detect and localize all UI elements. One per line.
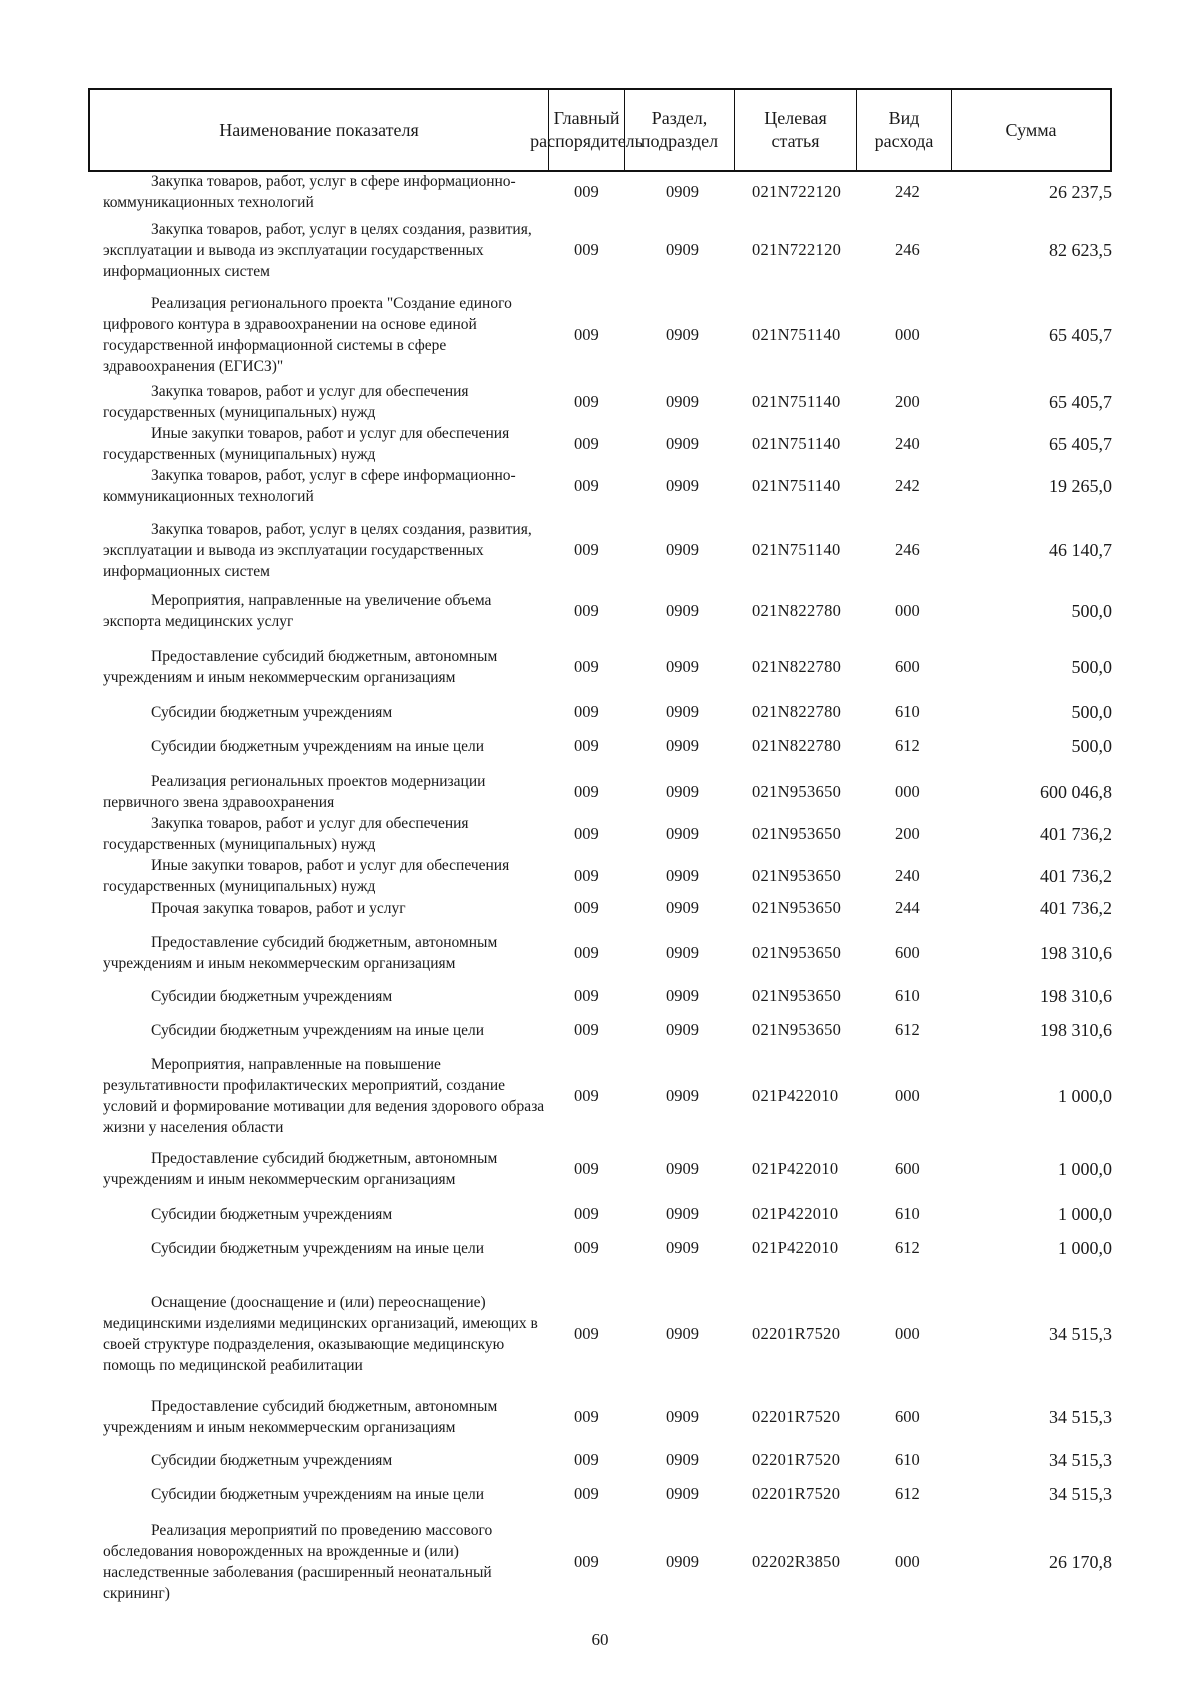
table-row bbox=[0, 1474, 1200, 1514]
cell-glav: 009 bbox=[574, 943, 599, 962]
cell-summa: 1 000,0 bbox=[1058, 1203, 1112, 1224]
row-name-text: Реализация мероприятий по проведению массового обследования новорожденных на врожденные и (или) наследственные заболевания (расширенный неонатальный скрининг) bbox=[103, 1522, 493, 1602]
cell-glav: 009 bbox=[574, 1238, 599, 1257]
cell-vid: 244 bbox=[895, 898, 920, 917]
table-row bbox=[0, 1286, 1200, 1382]
cell-celevaya: 021N953650 bbox=[752, 986, 842, 1005]
cell-razdel: 0909 bbox=[666, 540, 699, 559]
row-name bbox=[103, 1228, 547, 1268]
row-name-text: Закупка товаров, работ, услуг в целях создания, развития, эксплуатации и вывода из эксплуатации государственных информационных систем bbox=[103, 520, 532, 580]
cell-vid: 600 bbox=[895, 943, 920, 962]
cell-glav: 009 bbox=[574, 434, 599, 453]
table-row bbox=[0, 814, 1200, 854]
table-row bbox=[0, 856, 1200, 896]
header-razdel: Раздел, подраздел bbox=[625, 90, 735, 170]
cell-summa: 34 515,3 bbox=[1049, 1483, 1112, 1504]
cell-summa: 46 140,7 bbox=[1049, 539, 1112, 560]
cell-vid: 242 bbox=[895, 476, 920, 495]
cell-razdel: 0909 bbox=[666, 1204, 699, 1223]
row-name-text: Мероприятия, направленные на увеличение объема экспорта медицинских услуг bbox=[103, 592, 492, 630]
row-name bbox=[103, 1010, 547, 1050]
row-name bbox=[103, 700, 547, 724]
cell-vid: 246 bbox=[895, 240, 920, 259]
cell-summa: 34 515,3 bbox=[1049, 1449, 1112, 1470]
cell-razdel: 0909 bbox=[666, 1450, 699, 1469]
cell-glav: 009 bbox=[574, 182, 599, 201]
cell-razdel: 0909 bbox=[666, 1159, 699, 1178]
cell-summa: 65 405,7 bbox=[1049, 391, 1112, 412]
cell-celevaya: 021N722120 bbox=[752, 182, 842, 201]
page-number: 60 bbox=[591, 1630, 609, 1649]
cell-razdel: 0909 bbox=[666, 702, 699, 721]
cell-vid: 000 bbox=[895, 1324, 920, 1343]
row-name-text: Субсидии бюджетным учреждениям bbox=[151, 1451, 393, 1469]
row-name bbox=[103, 1286, 547, 1382]
cell-vid: 612 bbox=[895, 1484, 920, 1503]
cell-razdel: 0909 bbox=[666, 1552, 699, 1571]
cell-summa: 500,0 bbox=[1071, 600, 1112, 621]
row-name-text: Закупка товаров, работ и услуг для обеспечения государственных (муниципальных) нужд bbox=[103, 383, 469, 421]
cell-glav: 009 bbox=[574, 986, 599, 1005]
cell-vid: 200 bbox=[895, 824, 920, 843]
cell-celevaya: 021N751140 bbox=[752, 476, 841, 495]
cell-vid: 600 bbox=[895, 657, 920, 676]
cell-glav: 009 bbox=[574, 325, 599, 344]
cell-razdel: 0909 bbox=[666, 1324, 699, 1343]
row-name-text: Закупка товаров, работ, услуг в сфере информационно-коммуникационных технологий bbox=[103, 173, 516, 211]
cell-celevaya: 021P422010 bbox=[752, 1086, 839, 1105]
row-name bbox=[103, 1054, 547, 1138]
row-name-text: Мероприятия, направленные на повышение результативности профилактических мероприятий, создание условий и формирование мотивации для ведения здорового образа жизни у населения области bbox=[103, 1056, 545, 1136]
cell-summa: 401 736,2 bbox=[1040, 897, 1112, 918]
row-name bbox=[103, 214, 547, 286]
row-name-text: Закупка товаров, работ и услуг для обеспечения государственных (муниципальных) нужд bbox=[103, 815, 469, 853]
row-name-text: Иные закупки товаров, работ и услуг для обеспечения государственных (муниципальных) нужд bbox=[103, 857, 510, 895]
cell-vid: 242 bbox=[895, 182, 920, 201]
cell-celevaya: 021P422010 bbox=[752, 1204, 839, 1223]
cell-razdel: 0909 bbox=[666, 782, 699, 801]
cell-vid: 610 bbox=[895, 986, 920, 1005]
cell-summa: 600 046,8 bbox=[1040, 781, 1112, 802]
cell-glav: 009 bbox=[574, 657, 599, 676]
row-name-text: Реализация региональных проектов модернизации первичного звена здравоохранения bbox=[103, 773, 486, 811]
cell-celevaya: 021N722120 bbox=[752, 240, 842, 259]
cell-vid: 000 bbox=[895, 1086, 920, 1105]
cell-razdel: 0909 bbox=[666, 325, 699, 344]
cell-razdel: 0909 bbox=[666, 182, 699, 201]
row-name-text: Закупка товаров, работ, услуг в сфере информационно-коммуникационных технологий bbox=[103, 467, 516, 505]
cell-celevaya: 02201R7520 bbox=[752, 1407, 841, 1426]
cell-vid: 200 bbox=[895, 392, 920, 411]
cell-glav: 009 bbox=[574, 702, 599, 721]
table-row bbox=[0, 1228, 1200, 1268]
table-row bbox=[0, 726, 1200, 766]
cell-celevaya: 02202R3850 bbox=[752, 1552, 841, 1571]
cell-summa: 401 736,2 bbox=[1040, 823, 1112, 844]
table-row bbox=[0, 700, 1200, 724]
cell-celevaya: 021N751140 bbox=[752, 392, 841, 411]
table-row bbox=[0, 1054, 1200, 1138]
cell-celevaya: 021N822780 bbox=[752, 736, 842, 755]
cell-summa: 1 000,0 bbox=[1058, 1085, 1112, 1106]
cell-razdel: 0909 bbox=[666, 898, 699, 917]
cell-celevaya: 021N953650 bbox=[752, 1020, 842, 1039]
row-name-text: Субсидии бюджетным учреждениям на иные цели bbox=[151, 1239, 485, 1257]
cell-razdel: 0909 bbox=[666, 392, 699, 411]
row-name bbox=[103, 1138, 547, 1200]
cell-vid: 600 bbox=[895, 1407, 920, 1426]
table-row bbox=[0, 772, 1200, 812]
cell-celevaya: 021N822780 bbox=[752, 702, 842, 721]
table-row bbox=[0, 290, 1200, 380]
cell-razdel: 0909 bbox=[666, 1484, 699, 1503]
row-name bbox=[103, 1202, 547, 1226]
cell-razdel: 0909 bbox=[666, 1086, 699, 1105]
table-row bbox=[0, 424, 1200, 464]
cell-vid: 000 bbox=[895, 601, 920, 620]
cell-vid: 610 bbox=[895, 1204, 920, 1223]
table-row bbox=[0, 1138, 1200, 1200]
cell-vid: 600 bbox=[895, 1159, 920, 1178]
cell-glav: 009 bbox=[574, 1484, 599, 1503]
table-row bbox=[0, 172, 1200, 212]
row-name bbox=[103, 1520, 547, 1604]
cell-glav: 009 bbox=[574, 1086, 599, 1105]
cell-celevaya: 021N953650 bbox=[752, 943, 842, 962]
row-name-text: Закупка товаров, работ, услуг в целях создания, развития, эксплуатации и вывода из эксплуатации государственных информационных систем bbox=[103, 220, 532, 280]
row-name bbox=[103, 636, 547, 698]
table-row bbox=[0, 1448, 1200, 1472]
row-name bbox=[103, 1386, 547, 1448]
row-name bbox=[103, 896, 547, 920]
cell-celevaya: 021N953650 bbox=[752, 866, 842, 885]
table-row bbox=[0, 896, 1200, 920]
row-name-text: Субсидии бюджетным учреждениям на иные цели bbox=[151, 737, 485, 755]
cell-vid: 240 bbox=[895, 434, 920, 453]
cell-celevaya: 021P422010 bbox=[752, 1238, 839, 1257]
row-name-text: Реализация регионального проекта "Создание единого цифрового контура в здравоохранении на основе единой государственной информационной системы в сфере здравоохранения (ЕГИСЗ)" bbox=[103, 295, 512, 375]
cell-razdel: 0909 bbox=[666, 943, 699, 962]
row-name bbox=[103, 922, 547, 984]
cell-glav: 009 bbox=[574, 866, 599, 885]
cell-summa: 26 170,8 bbox=[1049, 1551, 1112, 1572]
cell-vid: 612 bbox=[895, 736, 920, 755]
cell-glav: 009 bbox=[574, 898, 599, 917]
cell-razdel: 0909 bbox=[666, 476, 699, 495]
cell-glav: 009 bbox=[574, 736, 599, 755]
row-name bbox=[103, 1474, 547, 1514]
cell-summa: 198 310,6 bbox=[1040, 942, 1112, 963]
cell-glav: 009 bbox=[574, 1159, 599, 1178]
cell-summa: 401 736,2 bbox=[1040, 865, 1112, 886]
cell-celevaya: 021N822780 bbox=[752, 601, 842, 620]
cell-summa: 500,0 bbox=[1071, 656, 1112, 677]
cell-glav: 009 bbox=[574, 601, 599, 620]
row-name-text: Субсидии бюджетным учреждениям bbox=[151, 1205, 393, 1223]
row-name-text: Прочая закупка товаров, работ и услуг bbox=[151, 899, 406, 917]
cell-summa: 34 515,3 bbox=[1049, 1406, 1112, 1427]
cell-glav: 009 bbox=[574, 1450, 599, 1469]
cell-glav: 009 bbox=[574, 1204, 599, 1223]
table-row bbox=[0, 1010, 1200, 1050]
row-name-text: Предоставление субсидий бюджетным, автономным учреждениям и иным некоммерческим организациям bbox=[103, 1398, 498, 1436]
header-name: Наименование показателя bbox=[90, 90, 549, 170]
row-name bbox=[103, 382, 547, 422]
cell-summa: 65 405,7 bbox=[1049, 433, 1112, 454]
header-glav: Главный распорядитель bbox=[549, 90, 625, 170]
cell-razdel: 0909 bbox=[666, 1020, 699, 1039]
cell-celevaya: 021N751140 bbox=[752, 540, 841, 559]
row-name bbox=[103, 466, 547, 506]
cell-razdel: 0909 bbox=[666, 240, 699, 259]
cell-celevaya: 02201R7520 bbox=[752, 1450, 841, 1469]
cell-summa: 198 310,6 bbox=[1040, 1019, 1112, 1040]
cell-razdel: 0909 bbox=[666, 736, 699, 755]
table-row bbox=[0, 922, 1200, 984]
cell-summa: 500,0 bbox=[1071, 701, 1112, 722]
cell-razdel: 0909 bbox=[666, 434, 699, 453]
table-row bbox=[0, 382, 1200, 422]
cell-glav: 009 bbox=[574, 782, 599, 801]
table-row bbox=[0, 590, 1200, 632]
cell-summa: 198 310,6 bbox=[1040, 985, 1112, 1006]
row-name bbox=[103, 514, 547, 586]
row-name-text: Субсидии бюджетным учреждениям на иные цели bbox=[151, 1485, 485, 1503]
cell-razdel: 0909 bbox=[666, 1407, 699, 1426]
cell-vid: 610 bbox=[895, 702, 920, 721]
cell-glav: 009 bbox=[574, 240, 599, 259]
cell-glav: 009 bbox=[574, 476, 599, 495]
table-row bbox=[0, 214, 1200, 286]
row-name bbox=[103, 856, 547, 896]
cell-glav: 009 bbox=[574, 1552, 599, 1571]
header-summa: Сумма bbox=[1005, 119, 1057, 140]
cell-vid: 000 bbox=[895, 782, 920, 801]
cell-celevaya: 021N953650 bbox=[752, 898, 842, 917]
table-row bbox=[0, 1386, 1200, 1448]
cell-celevaya: 021N751140 bbox=[752, 325, 841, 344]
header-vid: Вид расхода bbox=[857, 90, 952, 170]
row-name bbox=[103, 726, 547, 766]
row-name-text: Субсидии бюджетным учреждениям bbox=[151, 987, 393, 1005]
cell-summa: 65 405,7 bbox=[1049, 324, 1112, 345]
cell-glav: 009 bbox=[574, 1407, 599, 1426]
cell-celevaya: 021N953650 bbox=[752, 782, 842, 801]
cell-razdel: 0909 bbox=[666, 1238, 699, 1257]
table-header bbox=[88, 88, 1112, 172]
row-name bbox=[103, 424, 547, 464]
cell-razdel: 0909 bbox=[666, 824, 699, 843]
row-name-text: Предоставление субсидий бюджетным, автономным учреждениям и иным некоммерческим организациям bbox=[103, 934, 498, 972]
cell-summa: 1 000,0 bbox=[1058, 1158, 1112, 1179]
table-row bbox=[0, 984, 1200, 1008]
row-name-text: Предоставление субсидий бюджетным, автономным учреждениям и иным некоммерческим организациям bbox=[103, 648, 498, 686]
row-name bbox=[103, 172, 547, 212]
cell-glav: 009 bbox=[574, 824, 599, 843]
cell-celevaya: 02201R7520 bbox=[752, 1324, 841, 1343]
cell-celevaya: 02201R7520 bbox=[752, 1484, 841, 1503]
cell-summa: 500,0 bbox=[1071, 735, 1112, 756]
table-row bbox=[0, 1520, 1200, 1604]
row-name-text: Субсидии бюджетным учреждениям bbox=[151, 703, 393, 721]
cell-celevaya: 021N822780 bbox=[752, 657, 842, 676]
cell-vid: 612 bbox=[895, 1020, 920, 1039]
row-name-text: Иные закупки товаров, работ и услуг для обеспечения государственных (муниципальных) нужд bbox=[103, 425, 510, 463]
cell-razdel: 0909 bbox=[666, 986, 699, 1005]
row-name bbox=[103, 590, 547, 632]
row-name bbox=[103, 1448, 547, 1472]
cell-summa: 26 237,5 bbox=[1049, 181, 1112, 202]
cell-summa: 34 515,3 bbox=[1049, 1323, 1112, 1344]
row-name-text: Предоставление субсидий бюджетным, автономным учреждениям и иным некоммерческим организациям bbox=[103, 1150, 498, 1188]
table-row bbox=[0, 466, 1200, 506]
row-name bbox=[103, 290, 547, 380]
cell-vid: 000 bbox=[895, 325, 920, 344]
header-celevaya: Целевая статья bbox=[735, 90, 857, 170]
cell-celevaya: 021P422010 bbox=[752, 1159, 839, 1178]
cell-summa: 82 623,5 bbox=[1049, 239, 1112, 260]
cell-vid: 610 bbox=[895, 1450, 920, 1469]
cell-razdel: 0909 bbox=[666, 657, 699, 676]
cell-glav: 009 bbox=[574, 1324, 599, 1343]
cell-glav: 009 bbox=[574, 540, 599, 559]
cell-glav: 009 bbox=[574, 1020, 599, 1039]
cell-razdel: 0909 bbox=[666, 601, 699, 620]
table-row bbox=[0, 1202, 1200, 1226]
row-name-text: Субсидии бюджетным учреждениям на иные цели bbox=[151, 1021, 485, 1039]
table-row bbox=[0, 636, 1200, 698]
cell-razdel: 0909 bbox=[666, 866, 699, 885]
row-name bbox=[103, 772, 547, 812]
cell-summa: 19 265,0 bbox=[1049, 475, 1112, 496]
cell-celevaya: 021N953650 bbox=[752, 824, 842, 843]
cell-summa: 1 000,0 bbox=[1058, 1237, 1112, 1258]
cell-vid: 246 bbox=[895, 540, 920, 559]
cell-vid: 612 bbox=[895, 1238, 920, 1257]
table-row bbox=[0, 514, 1200, 586]
row-name bbox=[103, 984, 547, 1008]
cell-vid: 000 bbox=[895, 1552, 920, 1571]
cell-celevaya: 021N751140 bbox=[752, 434, 841, 453]
cell-glav: 009 bbox=[574, 392, 599, 411]
row-name bbox=[103, 814, 547, 854]
row-name-text: Оснащение (дооснащение и (или) переоснащение) медицинскими изделиями медицинских организаций, имеющих в своей структуре подразделения, оказывающие медицинскую помощь по медицинской реабилитации bbox=[103, 1294, 538, 1374]
cell-vid: 240 bbox=[895, 866, 920, 885]
